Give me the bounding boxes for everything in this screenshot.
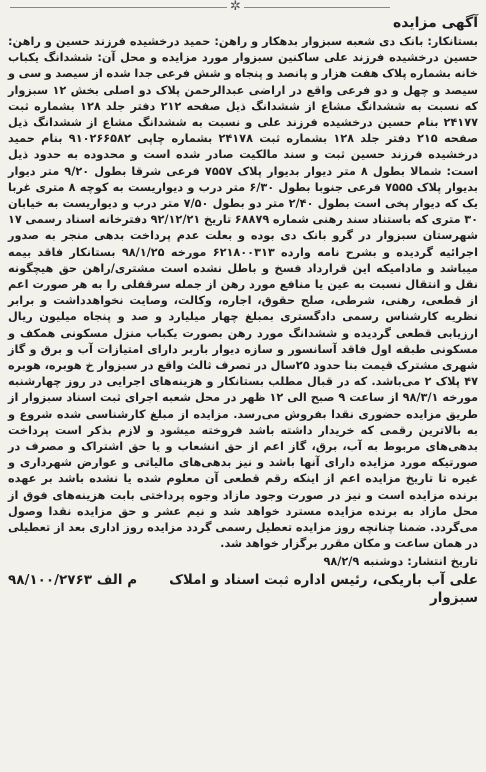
top-divider: [10, 7, 390, 8]
reference-code: م الف ۹۸/۱۰۰/۲۷۶۳: [8, 571, 138, 588]
signature: علی آب باریکی، رئیس اداره ثبت اسناد و املاک سبزوار: [169, 571, 478, 606]
notice-footer: [8, 571, 478, 607]
notice-title: آگهی مزایده: [392, 15, 478, 31]
ornament-icon: ✲: [227, 0, 244, 14]
publish-date: تاریخ انتشار: دوشنبه ۹۸/۲/۹: [323, 554, 478, 568]
notice-body: بستانکار: بانک دی شعبه سبزوار بدهکار و راهن: حمید درخشیده فرزند حسین و راهن: حسین درخشیده فرزند علی ساکنین سبزوار مورد مزایده و محل آن: ششدانگ یکباب خانه بشماره پلاک هفت هزار و پانصد و پنجاه و شش فرعی جدا شده از سیصد و سی و سیصد و چهل و دو فرعی واقع در اراضی عبدالرحمن پلاک دو اصلی بخش ۱۲ سبزوار که نسبت به ششدانگ مشاع از ششدانگ ذیل صفحه ۲۱۲ دفتر جلد ۱۲۸ بشماره ثبت ۲۴۱۷۷ بنام حسین درخشیده فرزند علی و نسبت به ششدانگ مشاع از ششدانگ ذیل صفحه ۲۱۵ دفتر جلد ۱۲۸ بشماره ثبت ۲۴۱۷۸ بشماره چاپی ۹۱۰۲۶۶۵۸۲ بنام حمید درخشیده فرزند حسین ثبت و سند مالکیت صادر شده است و محدوده به حدود ذیل است: شمالا بطول ۸ متر دیوار بدیوار پلاک ۷۵۵۷ فرعی شرقا بطول ۹/۲۰ متر دیوار بدیوار پلاک ۷۵۵۵ فرعی جنوبا بطول ۶/۳۰ متر درب و دیواریست به کوچه ۸ متری غربا یک که دیوار پخی است بطول ۲/۴۰ متر دو بطول ۷/۵۰ متر درب و دیواریست به خیابان ۳۰ متری که باستناد سند رهنی شماره ۶۸۸۷۹ تاریخ ۹۲/۱۲/۲۱ دفترخانه اسناد رسمی ۱۷ شهرستان سبزوار در گرو بانک دی بوده و بعلت عدم پرداخت بدهی منجر به صدور اجرائیه گردیده و بشرح نامه وارده ۶۲۱۸۰۰۳۱۳ مورخه ۹۸/۱/۲۵ بستانکار فاقد بیمه میباشد و مادامیکه این قرارداد فسخ و باطل نشده است مشتری/راهن حق هیچگونه نقل و انتقال نسبت به عین یا منافع مورد رهن از جمله سرقفلی را به هر صورت اعم از قطعی، رهنی، شرطی، صلح حقوق، اجاره، وکالت، وصایت نخواهدداشت و برابر نظریه کارشناس رسمی دادگستری بمبلغ چهار میلیارد و صد و پنجاه میلیون ریال ارزیابی قطعی گردیده و ششدانگ مورد رهن بصورت یکباب منزل مسکونی همکف و مسکونی طبقه اول فاقد آسانسور و سازه دیوار باربر دارای امتیازات آب و برق و گاز شهری مشترک قیمت بنا حدود ۲۵سال در تصرف ثالث واقع در سبزوار خ هوبره، هوبره ۴۷ پلاک ۲ می‌باشد. که در قبال مطلب بستانکار و هزینه‌های اجرایی در روز چهارشنبه مورخه ۹۸/۳/۱ از ساعت ۹ صبح الی ۱۲ ظهر در محل شعبه اجرای ثبت اسناد سبزوار از طریق مزایده حضوری نقدا بفروش می‌رسد. مزایده از مبلغ کارشناسی شده شروع و به بالاترین رقمی که خریدار داشته باشد فروخته میشود و لازم بذکر است پرداخت بدهی‌های مربوط به آب، برق، گاز اعم از حق انشعاب و یا حق اشتراک و مصرف در صورتیکه مورد مزایده دارای آنها باشد و نیز بدهی‌های مالیاتی و عوارض شهرداری و غیره تا تاریخ مزایده اعم از اینکه رقم قطعی آن معلوم شده یا نشده باشد بر عهده برنده مزایده است و نیز در صورت وجود مازاد وجوه پرداختی بابت هزینه‌های فوق از محل مازاد به برنده مزایده مسترد خواهد شد و نیم عشر و حق مزایده نقدا وصول می‌گردد. ضمنا چنانچه روز مزایده تعطیل رسمی گردد مزایده روز اداری بعد از تعطیلی در همان ساعت و مکان مقرر برگزار خواهد شد.: [8, 35, 478, 551]
